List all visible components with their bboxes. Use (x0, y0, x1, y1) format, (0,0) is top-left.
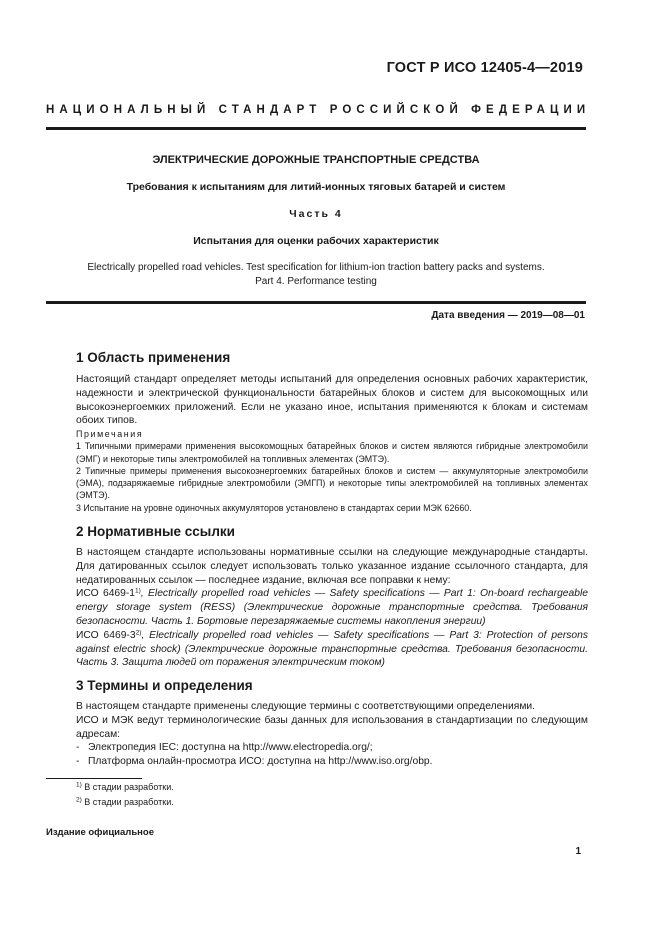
reference-1 (76, 587, 588, 628)
note-3: 3 Испытание на уровне одиночных аккумуляторов установлено в стандартах серии МЭК 62660. (76, 502, 472, 513)
title-rule (46, 301, 586, 304)
footnote-2-text: В стадии разработки. (84, 797, 174, 807)
note-2: 2 Типичные примеры применения высокоэнергоемких батарейных блоков и систем — аккумуляторные электромобили (ЭМА), подзаряжаемые гибридные электромобили (ЭМГП) и некоторые типы электромобилей на топливных элементах (ЭМТЭ). (76, 465, 588, 501)
reference-2-code: ИСО 6469-3 (76, 629, 136, 641)
section-3-paragraph-1: В настоящем стандарте применены следующие термины с соответствующими определениями. (76, 701, 536, 712)
page-number: 1 (575, 846, 581, 857)
footnote-2-mark: 2) (76, 796, 82, 804)
list-item (76, 755, 588, 769)
official-edition-label: Издание официальное (46, 827, 154, 838)
document-code: ГОСТ Р ИСО 12405-4—2019 (386, 60, 583, 76)
title-english (46, 261, 586, 288)
section-1-notes (76, 428, 588, 514)
footnote-1 (76, 782, 174, 792)
effective-date: Дата введения — 2019—08—01 (431, 310, 585, 321)
reference-2-footnote-mark: 2) (135, 629, 142, 637)
section-1-paragraph: Настоящий стандарт определяет методы испытаний для определения основных рабочих характеристик, надежности и электрической функциональности батарейных блоков и систем для высокомощных или высокоэнергоемких приложений. Если не указано иное, испытания применяются к блокам и системам обоих типов. (76, 374, 588, 427)
footnote-rule (46, 778, 142, 779)
list-marker: - (76, 756, 80, 768)
section-2-heading: 2 Нормативные ссылки (76, 524, 235, 539)
footnote-1-mark: 1) (76, 781, 82, 789)
national-standard-banner: НАЦИОНАЛЬНЫЙ СТАНДАРТ РОССИЙСКОЙ ФЕДЕРАЦИИ (46, 104, 591, 116)
section-2-paragraph: В настоящем стандарте использованы нормативные ссылки на следующие международные стандарты. Для датированных ссылок следует использовать только указанное издание ссылочного стандарта, для недатированных ссылок — последнее издание, включая все поправки к нему: (76, 547, 588, 586)
section-1-body (76, 373, 588, 428)
reference-2-title: , Electrically propelled road vehicles — Safety specifications — Part 3: Protection of persons against electric shock) (Электрические дорожные транспортные средства. Требования безопасности. Часть 3. Защита людей от поражения электрическим током) (76, 629, 588, 669)
footnote-2 (76, 797, 174, 807)
list-item-text: Электропедия IEC: доступна на http://www.electropedia.org/; (88, 742, 373, 754)
section-3-paragraph-2: ИСО и МЭК ведут терминологические базы данных для использования в стандартизации по следующим адресам: (76, 714, 588, 740)
reference-1-title: , Electrically propelled road vehicles — Safety specifications — Part 1: On-board rechargeable energy storage system (RESS) (Электрические дорожные транспортные средства. Требования безопасности. Часть 1. Бортовые перезаряжаемые системы накопления энергии) (76, 588, 589, 627)
title-english-line-1: Electrically propelled road vehicles. Test specification for lithium-ion traction battery packs and systems. (87, 262, 545, 273)
footnote-1-text: В стадии разработки. (84, 782, 174, 792)
title-part: Часть 4 (289, 208, 343, 220)
notes-heading: Примечания (76, 429, 144, 439)
title-english-line-2: Part 4. Performance testing (255, 275, 377, 287)
reference-2 (76, 629, 588, 670)
list-marker: - (76, 742, 80, 754)
reference-1-footnote-mark: 1) (135, 587, 141, 595)
header-rule (46, 127, 586, 130)
list-item-text: Платформа онлайн-просмотра ИСО: доступна на http://www.iso.org/obp. (88, 756, 433, 768)
list-item (76, 741, 588, 755)
title-subtitle: Требования к испытаниям для литий-ионных тяговых батарей и систем (126, 181, 506, 193)
reference-1-code: ИСО 6469-1 (76, 588, 136, 600)
section-2-body (76, 546, 588, 670)
note-1: 1 Типичными примерами применения высокомощных батарейных блоков и систем являются гибридные электромобили (ЭМГ) и некоторые типы электромобилей на топливных элементах (ЭМТЭ). (76, 441, 588, 464)
section-1-heading: 1 Область применения (76, 350, 231, 365)
section-3-heading: 3 Термины и определения (76, 678, 253, 693)
section-3-body (76, 700, 588, 769)
title-main: ЭЛЕКТРИЧЕСКИЕ ДОРОЖНЫЕ ТРАНСПОРТНЫЕ СРЕДСТВА (152, 154, 480, 166)
title-part-name: Испытания для оценки рабочих характеристик (193, 235, 439, 247)
